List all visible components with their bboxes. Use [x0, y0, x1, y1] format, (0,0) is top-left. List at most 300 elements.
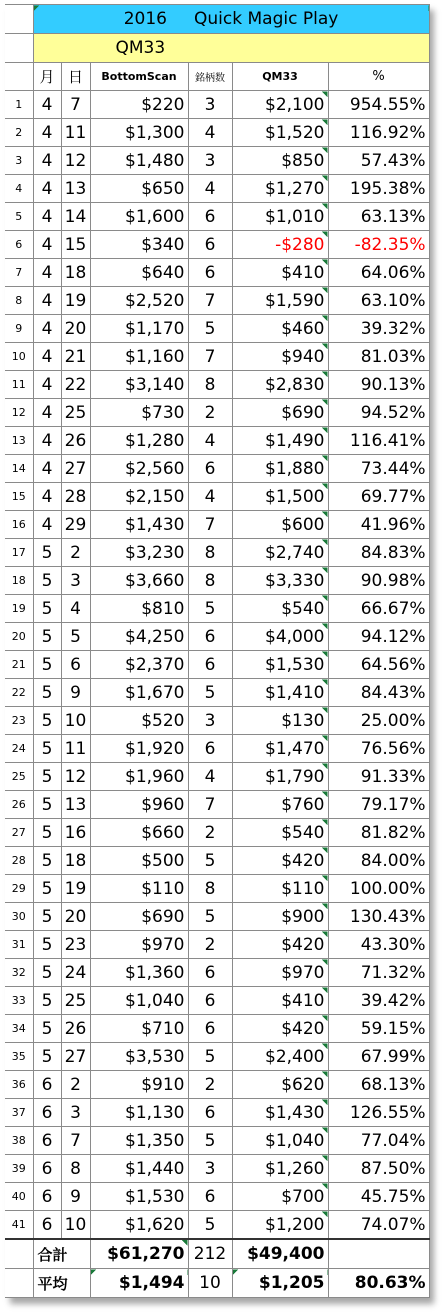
cell-day[interactable]: 11	[61, 735, 90, 763]
cell-percent[interactable]: 59.15%	[328, 1015, 429, 1043]
cell-qm33[interactable]: $130	[232, 707, 328, 735]
row-number-cell: 17	[5, 539, 33, 567]
cell-count[interactable]: 6	[188, 623, 232, 651]
cell-month[interactable]: 4	[33, 119, 61, 147]
cell-qm33[interactable]: $410	[232, 987, 328, 1015]
cell-percent[interactable]: 69.77%	[328, 483, 429, 511]
cell-count[interactable]: 6	[188, 959, 232, 987]
cell-count[interactable]: 7	[188, 511, 232, 539]
cell-day[interactable]: 20	[61, 315, 90, 343]
row-number-cell: 16	[5, 511, 33, 539]
cell-qm33[interactable]: $1,790	[232, 763, 328, 791]
cell-count[interactable]: 8	[188, 371, 232, 399]
cell-month[interactable]: 5	[33, 931, 61, 959]
cell-percent[interactable]: 130.43%	[328, 903, 429, 931]
table-row	[5, 455, 429, 483]
cell-bottomscan[interactable]: $660	[90, 819, 188, 847]
cell-bottomscan[interactable]: $1,300	[90, 119, 188, 147]
cell-qm33[interactable]: $970	[232, 959, 328, 987]
cell-day[interactable]: 19	[61, 875, 90, 903]
cell-day[interactable]: 11	[61, 119, 90, 147]
cell-qm33[interactable]: $600	[232, 511, 328, 539]
row-number-cell: 15	[5, 483, 33, 511]
cell-bottomscan[interactable]: $970	[90, 931, 188, 959]
cell-qm33[interactable]: $620	[232, 1071, 328, 1099]
cell-count[interactable]: 6	[188, 651, 232, 679]
cell-month[interactable]: 5	[33, 567, 61, 595]
cell-count[interactable]: 5	[188, 847, 232, 875]
cell-bottomscan[interactable]: $1,280	[90, 427, 188, 455]
cell-bottomscan[interactable]: $340	[90, 231, 188, 259]
cell-count[interactable]: 6	[188, 987, 232, 1015]
average-qm33[interactable]: $1,205	[232, 1269, 328, 1298]
total-row	[5, 1239, 429, 1269]
cell-bottomscan[interactable]: $710	[90, 1015, 188, 1043]
cell-percent[interactable]: 66.67%	[328, 595, 429, 623]
cell-day[interactable]: 13	[61, 791, 90, 819]
row-number-cell: 31	[5, 931, 33, 959]
cell-percent[interactable]: 116.41%	[328, 427, 429, 455]
cell-month[interactable]: 5	[33, 679, 61, 707]
cell-percent[interactable]: 74.07%	[328, 1211, 429, 1240]
cell-percent[interactable]: 77.04%	[328, 1127, 429, 1155]
cell-count[interactable]: 4	[188, 483, 232, 511]
cell-month[interactable]: 5	[33, 987, 61, 1015]
cell-bottomscan[interactable]: $2,560	[90, 455, 188, 483]
cell-day[interactable]: 25	[61, 399, 90, 427]
cell-count[interactable]: 6	[188, 455, 232, 483]
cell-qm33[interactable]: $410	[232, 259, 328, 287]
cell-day[interactable]: 24	[61, 959, 90, 987]
row-number-cell: 18	[5, 567, 33, 595]
row-number-cell: 27	[5, 819, 33, 847]
cell-percent[interactable]: 100.00%	[328, 875, 429, 903]
cell-percent[interactable]: 43.30%	[328, 931, 429, 959]
cell-percent[interactable]: 39.32%	[328, 315, 429, 343]
cell-month[interactable]: 6	[33, 1071, 61, 1099]
cell-count[interactable]: 2	[188, 1071, 232, 1099]
cell-percent[interactable]: 67.99%	[328, 1043, 429, 1071]
cell-bottomscan[interactable]: $810	[90, 595, 188, 623]
cell-bottomscan[interactable]: $2,150	[90, 483, 188, 511]
cell-count[interactable]: 8	[188, 539, 232, 567]
cell-percent[interactable]: 68.13%	[328, 1071, 429, 1099]
cell-month[interactable]: 4	[33, 147, 61, 175]
cell-percent[interactable]: 94.52%	[328, 399, 429, 427]
row-number-cell: 38	[5, 1127, 33, 1155]
cell-day[interactable]: 9	[61, 679, 90, 707]
cell-bottomscan[interactable]: $3,530	[90, 1043, 188, 1071]
cell-bottomscan[interactable]: $220	[90, 91, 188, 119]
row-number-cell: 41	[5, 1211, 33, 1240]
cell-bottomscan[interactable]: $520	[90, 707, 188, 735]
cell-qm33[interactable]: $2,400	[232, 1043, 328, 1071]
row-number-cell: 36	[5, 1071, 33, 1099]
table-row	[5, 567, 429, 595]
table-row	[5, 651, 429, 679]
cell-qm33[interactable]: $850	[232, 147, 328, 175]
cell-bottomscan[interactable]: $1,440	[90, 1155, 188, 1183]
cell-day[interactable]: 7	[61, 1127, 90, 1155]
cell-percent[interactable]: 64.06%	[328, 259, 429, 287]
table-row	[5, 511, 429, 539]
cell-qm33[interactable]: $460	[232, 315, 328, 343]
cell-qm33[interactable]: $700	[232, 1183, 328, 1211]
cell-qm33[interactable]: -$280	[232, 231, 328, 259]
cell-percent[interactable]: 84.00%	[328, 847, 429, 875]
cell-percent[interactable]: 90.13%	[328, 371, 429, 399]
row-number-cell: 23	[5, 707, 33, 735]
cell-month[interactable]: 4	[33, 259, 61, 287]
cell-qm33[interactable]: $1,200	[232, 1211, 328, 1240]
cell-month[interactable]: 5	[33, 959, 61, 987]
cell-qm33[interactable]: $1,470	[232, 735, 328, 763]
row-number-cell: 20	[5, 623, 33, 651]
cell-percent[interactable]: 954.55%	[328, 91, 429, 119]
cell-bottomscan[interactable]: $1,600	[90, 203, 188, 231]
cell-month[interactable]: 6	[33, 1155, 61, 1183]
cell-day[interactable]: 5	[61, 623, 90, 651]
cell-day[interactable]: 9	[61, 1183, 90, 1211]
table-row	[5, 175, 429, 203]
cell-month[interactable]: 5	[33, 1043, 61, 1071]
cell-qm33[interactable]: $1,590	[232, 287, 328, 315]
cell-day[interactable]: 10	[61, 707, 90, 735]
cell-day[interactable]: 4	[61, 595, 90, 623]
cell-percent[interactable]: 76.56%	[328, 735, 429, 763]
cell-month[interactable]: 6	[33, 1211, 61, 1240]
cell-count[interactable]: 6	[188, 203, 232, 231]
cell-bottomscan[interactable]: $1,620	[90, 1211, 188, 1240]
cell-qm33[interactable]: $2,740	[232, 539, 328, 567]
total-qm33[interactable]: $49,400	[232, 1239, 328, 1269]
cell-bottomscan[interactable]: $1,530	[90, 1183, 188, 1211]
cell-percent[interactable]: 195.38%	[328, 175, 429, 203]
header-month[interactable]: 月	[33, 63, 61, 91]
cell-day[interactable]: 2	[61, 1071, 90, 1099]
cell-bottomscan[interactable]: $3,660	[90, 567, 188, 595]
cell-count[interactable]: 6	[188, 1183, 232, 1211]
cell-bottomscan[interactable]: $1,130	[90, 1099, 188, 1127]
cell-qm33[interactable]: $3,330	[232, 567, 328, 595]
cell-month[interactable]: 5	[33, 875, 61, 903]
table-row	[5, 287, 429, 315]
cell-qm33[interactable]: $2,830	[232, 371, 328, 399]
cell-percent[interactable]: 84.43%	[328, 679, 429, 707]
cell-day[interactable]: 27	[61, 455, 90, 483]
cell-qm33[interactable]: $110	[232, 875, 328, 903]
cell-qm33[interactable]: $420	[232, 1015, 328, 1043]
table-row	[5, 931, 429, 959]
cell-day[interactable]: 28	[61, 483, 90, 511]
cell-bottomscan[interactable]: $1,430	[90, 511, 188, 539]
total-percent[interactable]	[328, 1239, 429, 1269]
cell-qm33[interactable]: $2,100	[232, 91, 328, 119]
cell-month[interactable]: 4	[33, 399, 61, 427]
cell-count[interactable]: 3	[188, 147, 232, 175]
row-number-cell: 29	[5, 875, 33, 903]
cell-day[interactable]: 23	[61, 931, 90, 959]
cell-qm33[interactable]: $1,530	[232, 651, 328, 679]
cell-bottomscan[interactable]: $960	[90, 791, 188, 819]
row-number-cell	[5, 5, 33, 34]
total-count[interactable]: 212	[188, 1239, 232, 1269]
cell-count[interactable]: 7	[188, 287, 232, 315]
header-bottomscan[interactable]: BottomScan	[90, 63, 188, 91]
cell-bottomscan[interactable]: $650	[90, 175, 188, 203]
cell-month[interactable]: 4	[33, 203, 61, 231]
cell-month[interactable]: 6	[33, 1127, 61, 1155]
cell-day[interactable]: 29	[61, 511, 90, 539]
table-row	[5, 819, 429, 847]
cell-day[interactable]: 13	[61, 175, 90, 203]
cell-bottomscan[interactable]: $1,040	[90, 987, 188, 1015]
cell-day[interactable]: 3	[61, 567, 90, 595]
cell-month[interactable]: 5	[33, 763, 61, 791]
cell-percent[interactable]: 64.56%	[328, 651, 429, 679]
cell-month[interactable]: 4	[33, 427, 61, 455]
average-count[interactable]: 10	[188, 1269, 232, 1298]
cell-bottomscan[interactable]: $3,140	[90, 371, 188, 399]
cell-day[interactable]: 21	[61, 343, 90, 371]
cell-bottomscan[interactable]: $1,670	[90, 679, 188, 707]
cell-qm33[interactable]: $900	[232, 903, 328, 931]
header-day[interactable]: 日	[61, 63, 90, 91]
cell-count[interactable]: 6	[188, 231, 232, 259]
cell-count[interactable]: 3	[188, 707, 232, 735]
row-number-cell: 4	[5, 175, 33, 203]
cell-percent[interactable]: 81.82%	[328, 819, 429, 847]
cell-count[interactable]: 5	[188, 315, 232, 343]
row-number-cell: 24	[5, 735, 33, 763]
cell-qm33[interactable]: $1,040	[232, 1127, 328, 1155]
cell-day[interactable]: 14	[61, 203, 90, 231]
average-percent[interactable]: 80.63%	[328, 1269, 429, 1298]
header-count[interactable]: 銘柄数	[188, 63, 232, 91]
cell-percent[interactable]: 94.12%	[328, 623, 429, 651]
cell-count[interactable]: 6	[188, 1099, 232, 1127]
cell-qm33[interactable]: $1,880	[232, 455, 328, 483]
table-row	[5, 735, 429, 763]
cell-day[interactable]: 6	[61, 651, 90, 679]
cell-qm33[interactable]: $420	[232, 931, 328, 959]
row-number-cell: 40	[5, 1183, 33, 1211]
cell-day[interactable]: 16	[61, 819, 90, 847]
cell-month[interactable]: 5	[33, 1015, 61, 1043]
cell-day[interactable]: 2	[61, 539, 90, 567]
cell-count[interactable]: 8	[188, 567, 232, 595]
cell-percent[interactable]: 126.55%	[328, 1099, 429, 1127]
cell-count[interactable]: 4	[188, 175, 232, 203]
cell-percent[interactable]: 73.44%	[328, 455, 429, 483]
cell-count[interactable]: 6	[188, 735, 232, 763]
cell-percent[interactable]: 41.96%	[328, 511, 429, 539]
table-row	[5, 623, 429, 651]
table-row	[5, 315, 429, 343]
header-row	[5, 63, 429, 91]
cell-count[interactable]: 4	[188, 119, 232, 147]
cell-count[interactable]: 5	[188, 1211, 232, 1240]
cell-qm33[interactable]: $1,520	[232, 119, 328, 147]
cell-qm33[interactable]: $760	[232, 791, 328, 819]
cell-bottomscan[interactable]: $110	[90, 875, 188, 903]
cell-percent[interactable]: 90.98%	[328, 567, 429, 595]
cell-count[interactable]: 3	[188, 91, 232, 119]
cell-bottomscan[interactable]: $910	[90, 1071, 188, 1099]
cell-day[interactable]: 20	[61, 903, 90, 931]
cell-percent[interactable]: 63.13%	[328, 203, 429, 231]
cell-day[interactable]: 12	[61, 763, 90, 791]
cell-bottomscan[interactable]: $690	[90, 903, 188, 931]
cell-day[interactable]: 26	[61, 1015, 90, 1043]
cell-qm33[interactable]: $1,270	[232, 175, 328, 203]
cell-qm33[interactable]: $540	[232, 595, 328, 623]
cell-bottomscan[interactable]: $1,920	[90, 735, 188, 763]
cell-bottomscan[interactable]: $2,520	[90, 287, 188, 315]
cell-percent[interactable]: 116.92%	[328, 119, 429, 147]
cell-percent[interactable]: 45.75%	[328, 1183, 429, 1211]
cell-count[interactable]: 5	[188, 1043, 232, 1071]
results-table	[5, 4, 430, 1298]
cell-percent[interactable]: 71.32%	[328, 959, 429, 987]
cell-bottomscan[interactable]: $1,960	[90, 763, 188, 791]
cell-month[interactable]: 5	[33, 735, 61, 763]
cell-bottomscan[interactable]: $1,360	[90, 959, 188, 987]
cell-count[interactable]: 8	[188, 875, 232, 903]
cell-day[interactable]: 7	[61, 91, 90, 119]
cell-qm33[interactable]: $1,260	[232, 1155, 328, 1183]
cell-bottomscan[interactable]: $1,480	[90, 147, 188, 175]
total-label[interactable]: 合計	[33, 1239, 90, 1269]
cell-day[interactable]: 18	[61, 847, 90, 875]
cell-percent[interactable]: 79.17%	[328, 791, 429, 819]
cell-count[interactable]: 2	[188, 931, 232, 959]
cell-bottomscan[interactable]: $3,230	[90, 539, 188, 567]
cell-qm33[interactable]: $420	[232, 847, 328, 875]
header-percent[interactable]: %	[328, 63, 429, 91]
cell-month[interactable]: 5	[33, 595, 61, 623]
cell-percent[interactable]: 91.33%	[328, 763, 429, 791]
subtitle-cell[interactable]: QM33	[33, 34, 429, 63]
cell-percent[interactable]: 87.50%	[328, 1155, 429, 1183]
cell-day[interactable]: 26	[61, 427, 90, 455]
cell-month[interactable]: 5	[33, 791, 61, 819]
cell-bottomscan[interactable]: $2,370	[90, 651, 188, 679]
cell-month[interactable]: 6	[33, 1099, 61, 1127]
cell-month[interactable]: 5	[33, 539, 61, 567]
cell-day[interactable]: 27	[61, 1043, 90, 1071]
average-bottomscan[interactable]: $1,494	[90, 1269, 188, 1298]
cell-count[interactable]: 4	[188, 427, 232, 455]
title-cell[interactable]	[33, 5, 429, 34]
cell-count[interactable]: 5	[188, 1127, 232, 1155]
cell-count[interactable]: 5	[188, 679, 232, 707]
cell-count[interactable]: 2	[188, 399, 232, 427]
cell-bottomscan[interactable]: $640	[90, 259, 188, 287]
cell-qm33[interactable]: $1,430	[232, 1099, 328, 1127]
cell-percent[interactable]: 84.83%	[328, 539, 429, 567]
cell-month[interactable]: 5	[33, 819, 61, 847]
cell-day[interactable]: 10	[61, 1211, 90, 1240]
cell-count[interactable]: 6	[188, 259, 232, 287]
cell-qm33[interactable]: $690	[232, 399, 328, 427]
cell-percent[interactable]: 25.00%	[328, 707, 429, 735]
cell-month[interactable]: 4	[33, 91, 61, 119]
cell-count[interactable]: 2	[188, 819, 232, 847]
average-label[interactable]: 平均	[33, 1269, 90, 1298]
cell-percent[interactable]: -82.35%	[328, 231, 429, 259]
cell-day[interactable]: 3	[61, 1099, 90, 1127]
cell-qm33[interactable]: $1,490	[232, 427, 328, 455]
cell-month[interactable]: 4	[33, 175, 61, 203]
cell-bottomscan[interactable]: $4,250	[90, 623, 188, 651]
cell-month[interactable]: 4	[33, 483, 61, 511]
cell-bottomscan[interactable]: $1,170	[90, 315, 188, 343]
cell-day[interactable]: 19	[61, 287, 90, 315]
cell-month[interactable]: 4	[33, 511, 61, 539]
cell-count[interactable]: 3	[188, 1155, 232, 1183]
cell-month[interactable]: 5	[33, 651, 61, 679]
cell-qm33[interactable]: $1,410	[232, 679, 328, 707]
cell-day[interactable]: 12	[61, 147, 90, 175]
cell-month[interactable]: 4	[33, 231, 61, 259]
cell-day[interactable]: 18	[61, 259, 90, 287]
cell-percent[interactable]: 81.03%	[328, 343, 429, 371]
cell-day[interactable]: 15	[61, 231, 90, 259]
cell-qm33[interactable]: $4,000	[232, 623, 328, 651]
row-number-cell: 6	[5, 231, 33, 259]
cell-month[interactable]: 4	[33, 455, 61, 483]
cell-day[interactable]: 22	[61, 371, 90, 399]
cell-month[interactable]: 5	[33, 903, 61, 931]
header-qm33[interactable]: QM33	[232, 63, 328, 91]
total-bottomscan[interactable]: $61,270	[90, 1239, 188, 1269]
row-number-cell: 9	[5, 315, 33, 343]
cell-month[interactable]: 4	[33, 371, 61, 399]
cell-month[interactable]: 4	[33, 315, 61, 343]
cell-count[interactable]: 7	[188, 791, 232, 819]
table-row	[5, 1043, 429, 1071]
cell-percent[interactable]: 57.43%	[328, 147, 429, 175]
cell-bottomscan[interactable]: $500	[90, 847, 188, 875]
cell-qm33[interactable]: $1,500	[232, 483, 328, 511]
cell-count[interactable]: 7	[188, 343, 232, 371]
cell-month[interactable]: 5	[33, 623, 61, 651]
cell-count[interactable]: 4	[188, 763, 232, 791]
cell-day[interactable]: 25	[61, 987, 90, 1015]
cell-month[interactable]: 4	[33, 343, 61, 371]
cell-bottomscan[interactable]: $1,350	[90, 1127, 188, 1155]
cell-bottomscan[interactable]: $730	[90, 399, 188, 427]
cell-day[interactable]: 8	[61, 1155, 90, 1183]
cell-month[interactable]: 5	[33, 847, 61, 875]
cell-count[interactable]: 5	[188, 595, 232, 623]
cell-percent[interactable]: 39.42%	[328, 987, 429, 1015]
cell-month[interactable]: 5	[33, 707, 61, 735]
cell-percent[interactable]: 63.10%	[328, 287, 429, 315]
cell-month[interactable]: 4	[33, 287, 61, 315]
cell-bottomscan[interactable]: $1,160	[90, 343, 188, 371]
cell-qm33[interactable]: $540	[232, 819, 328, 847]
table-row	[5, 399, 429, 427]
cell-month[interactable]: 6	[33, 1183, 61, 1211]
cell-qm33[interactable]: $1,010	[232, 203, 328, 231]
row-number-cell: 30	[5, 903, 33, 931]
cell-qm33[interactable]: $940	[232, 343, 328, 371]
cell-count[interactable]: 6	[188, 1015, 232, 1043]
table-row	[5, 119, 429, 147]
cell-count[interactable]: 5	[188, 903, 232, 931]
